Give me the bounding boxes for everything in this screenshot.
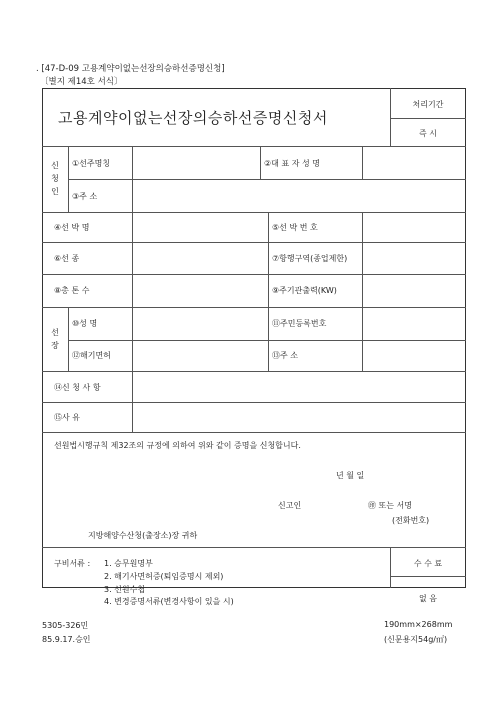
- navigation-area-label: ⑦항행구역(종업제한): [272, 254, 348, 263]
- reason-label: ⑮사 유: [54, 413, 80, 422]
- footer-code: 5305-326민: [42, 621, 89, 630]
- divider: [132, 212, 133, 307]
- captain-address-label: ⑬주 소: [272, 351, 298, 360]
- divider: [390, 576, 466, 577]
- form-code: . [47-D-09 고용계약이없는선장의승하선증명신청]: [36, 64, 225, 74]
- phone-label: (전화번호): [392, 516, 430, 525]
- document-item: 3. 선원수첩: [104, 585, 146, 594]
- divider: [42, 274, 466, 275]
- ship-number-label: ⑤선 박 번 호: [272, 223, 318, 232]
- divider: [42, 146, 466, 147]
- document-item: 4. 변경증명서류(변경사항이 있을 시): [104, 597, 234, 606]
- footer-approval: 85.9.17.승인: [42, 635, 91, 644]
- divider: [268, 307, 269, 371]
- addressee: 지방해양수산청(출장소)장 귀하: [88, 531, 198, 540]
- divider: [268, 212, 269, 307]
- fee-label: 수 수 료: [413, 559, 443, 568]
- form-title: 고용계약이없는선장의승하선증명신청서: [58, 109, 328, 127]
- divider: [362, 212, 363, 307]
- divider: [260, 146, 261, 179]
- footer-size: 190mm×268mm: [384, 620, 453, 629]
- engine-output-label: ⑨주기관출력(KW): [272, 286, 337, 295]
- statement-text: 선원법시행규칙 제32조의 규정에 의하여 위와 같이 증명을 신청합니다.: [54, 441, 301, 450]
- license-label: ⑫해기면허: [72, 351, 111, 360]
- applicant-address-label: ③주 소: [72, 192, 98, 201]
- divider: [42, 432, 466, 433]
- divider: [362, 307, 363, 371]
- representative-label: ②대 표 자 성 명: [264, 159, 320, 168]
- footer-paper: (신문용지54g/㎡): [384, 635, 448, 644]
- applicant-section-label: 신청인: [51, 161, 59, 196]
- divider: [390, 118, 466, 119]
- applicant-signer-label: 신고인: [278, 501, 302, 510]
- divider: [132, 371, 133, 432]
- processing-period-value: 즉 시: [419, 129, 437, 138]
- divider: [68, 307, 69, 371]
- ship-type-label: ⑥선 종: [54, 254, 80, 263]
- divider: [42, 212, 466, 213]
- request-item-label: ⑭신 청 사 항: [54, 383, 101, 392]
- divider: [42, 402, 466, 403]
- resident-number-label: ⑪주민등록번호: [272, 319, 327, 328]
- date-line: 년 월 일: [336, 471, 365, 480]
- divider: [68, 179, 466, 180]
- ship-name-label: ④선 박 명: [54, 223, 90, 232]
- divider: [42, 307, 466, 308]
- gross-tonnage-label: ⑧총 톤 수: [54, 286, 90, 295]
- divider: [132, 179, 133, 212]
- divider: [68, 340, 466, 341]
- divider: [362, 146, 363, 179]
- signature-label: ㊞ 또는 서명: [368, 501, 412, 510]
- divider: [42, 242, 466, 243]
- fee-value: 없 음: [419, 594, 437, 603]
- divider: [132, 307, 133, 371]
- divider: [42, 371, 466, 372]
- annex-label: 〔별지 제14호 서식〕: [40, 77, 123, 87]
- captain-section-label: 선장: [51, 328, 59, 350]
- processing-period-label: 처리기간: [412, 100, 444, 109]
- divider: [68, 146, 69, 212]
- captain-name-label: ⑩성 명: [72, 319, 98, 328]
- documents-label: 구비서류 :: [54, 559, 91, 568]
- document-item: 2. 해기사면허증(퇴임증명시 제외): [104, 572, 224, 581]
- divider: [42, 547, 466, 548]
- document-item: 1. 승무원명부: [104, 559, 153, 568]
- divider: [132, 146, 133, 179]
- owner-name-label: ①선주명칭: [72, 159, 111, 168]
